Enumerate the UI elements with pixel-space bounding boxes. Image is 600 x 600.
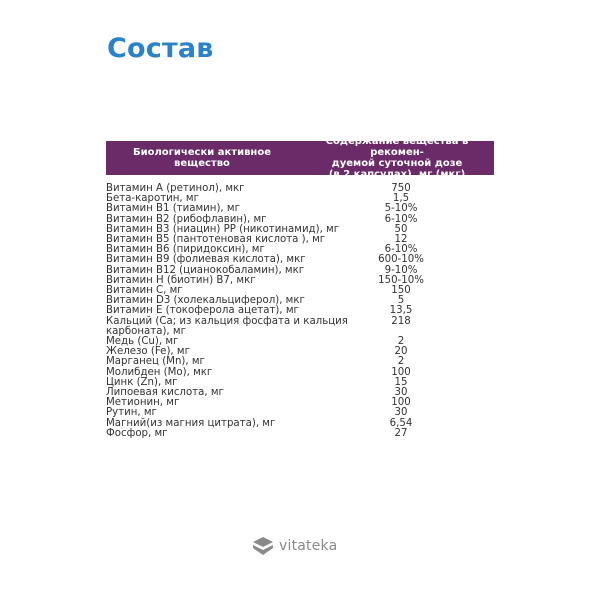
page-title: Состав — [107, 33, 214, 64]
logo-text: vitateka — [279, 538, 338, 554]
substance-name: Витамин В6 (пиридоксин), мг — [106, 244, 265, 256]
substance-value: 600-10% — [378, 254, 424, 266]
substance-name: Витамин С, мг — [106, 285, 183, 297]
substance-name: Метионин, мг — [106, 397, 180, 409]
substance-name: Молибден (Mo), мкг — [106, 366, 213, 378]
substance-value: 100 — [391, 366, 411, 378]
substance-name: Витамин В1 (тиамин), мг — [106, 203, 240, 215]
substance-value: 30 — [394, 407, 408, 419]
substance-name: Железо (Fe), мг — [106, 346, 190, 358]
substance-value: 750 — [391, 183, 411, 194]
substance-name: Витамин Е (токоферола ацетат), мг — [106, 305, 299, 317]
substance-name: Липоевая кислота, мг — [106, 387, 224, 399]
header-substance: Биологически активное вещество — [132, 147, 271, 169]
substance-value: 20 — [394, 346, 408, 358]
vitateka-logo — [251, 534, 337, 558]
table-header — [106, 136, 494, 180]
substance-value: 12 — [394, 234, 408, 246]
substance-value: 1,5 — [392, 193, 410, 205]
substance-name: Рутин, мг — [106, 407, 157, 419]
substance-name: Фосфор, мг — [106, 427, 168, 439]
substance-value: 6,54 — [389, 417, 413, 429]
substance-value: 27 — [394, 427, 408, 439]
substance-name: Витамин В2 (рибофлавин), мг — [106, 213, 267, 225]
substance-value: 218 — [391, 315, 411, 327]
substance-value: 2 — [397, 356, 405, 368]
vitateka-logo-icon — [251, 534, 275, 558]
substance-name: Магний(из магния цитрата), мг — [106, 417, 276, 429]
substance-value: 6-10% — [384, 213, 418, 225]
substance-value: 2 — [397, 336, 405, 348]
table-row — [106, 429, 496, 439]
substance-name: Витамин Н (биотин) В7, мкг — [106, 274, 256, 286]
substance-value: 50 — [394, 223, 408, 235]
substance-value: 5-10% — [384, 203, 418, 215]
table-row — [106, 317, 496, 337]
substance-name: Витамин А (ретинол), мкг — [106, 183, 245, 194]
substance-name: Витамин В9 (фолиевая кислота), мкг — [106, 254, 306, 266]
header-content: Содержание вещества в рекомен- дуемой суточной дозе (в 2 капсулах), мг (мкг) — [325, 136, 469, 180]
substance-name: Медь (Cu), мг — [106, 336, 179, 348]
substance-value: 100 — [391, 397, 411, 409]
substance-value: 15 — [394, 376, 408, 388]
substance-value: 150 — [391, 285, 411, 297]
substance-value: 13,5 — [389, 305, 413, 317]
table-row — [106, 398, 496, 408]
substance-name: Цинк (Zn), мг — [106, 376, 178, 388]
substance-name: Витамин D3 (холекальциферол), мкг — [106, 295, 305, 307]
substance-value: 150-10% — [378, 274, 424, 286]
substance-name: Марганец (Mn), мг — [106, 356, 205, 368]
substance-name: Бета-каротин, мг — [106, 193, 199, 205]
substance-value: 6-10% — [384, 244, 418, 256]
table-body — [106, 184, 496, 439]
substance-name: Витамин В12 (цианокобаламин), мкг — [106, 264, 305, 276]
substance-name: Витамин В5 (пантотеновая кислота ), мг — [106, 234, 326, 246]
substance-name: Витамин В3 (ниацин) РР (никотинамид), мг — [106, 223, 340, 235]
substance-value: 9-10% — [384, 264, 418, 276]
substance-name: Кальций (Са; из кальция фосфата и кальция карбоната), мг — [106, 315, 348, 337]
substance-value: 5 — [397, 295, 405, 307]
substance-value: 30 — [394, 387, 408, 399]
